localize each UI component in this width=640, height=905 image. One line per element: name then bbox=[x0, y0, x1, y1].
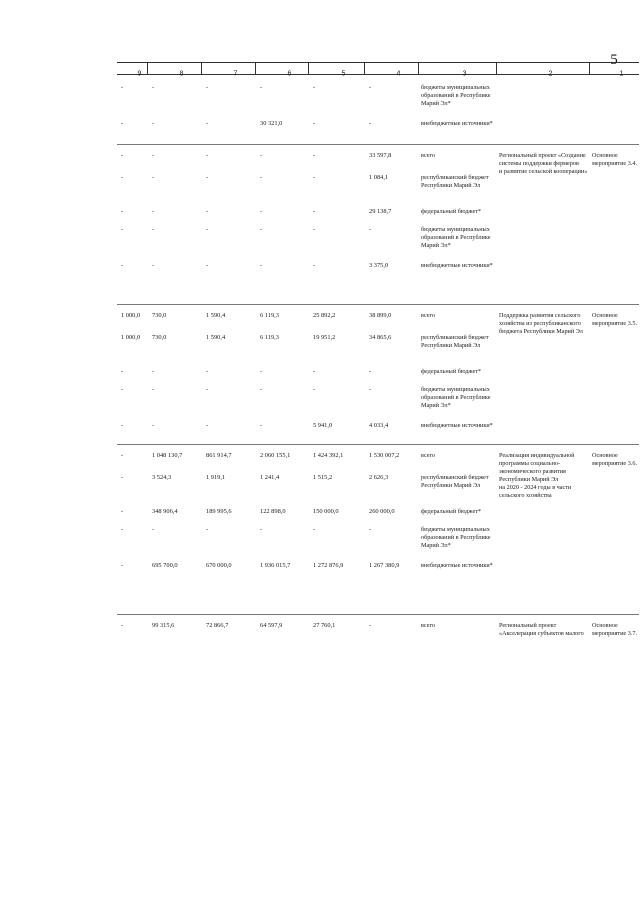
column-number-header: 9 bbox=[137, 70, 142, 78]
amount-cell: 1 000,0 bbox=[121, 312, 141, 319]
amount-cell: - bbox=[369, 622, 372, 629]
activity-title: Реализация индивидуальной программы социально- экономического развития Республики Марий Эл на 2020 - 2024 годы в части сельского хозяйства bbox=[498, 452, 575, 500]
amount-cell: - bbox=[259, 174, 262, 181]
amount-cell: - bbox=[152, 226, 155, 233]
column-number-header: 2 bbox=[548, 70, 553, 78]
amount-cell: 730,0 bbox=[152, 334, 167, 341]
amount-cell: 1 590,4 bbox=[205, 312, 226, 319]
amount-cell: 2 626,3 bbox=[369, 474, 389, 481]
column-separator bbox=[418, 62, 419, 74]
amount-cell: - bbox=[369, 526, 372, 533]
amount-cell: 1 048 130,7 bbox=[152, 452, 183, 459]
row-group-divider bbox=[117, 304, 639, 305]
amount-cell: 27 760,1 bbox=[313, 622, 336, 629]
amount-cell: 1 267 380,9 bbox=[369, 562, 400, 569]
amount-cell: - bbox=[259, 526, 262, 533]
funding-source-label: внебюджетные источники* bbox=[420, 422, 493, 429]
amount-cell: - bbox=[369, 368, 372, 375]
amount-cell: - bbox=[121, 474, 124, 481]
amount-cell: - bbox=[121, 208, 124, 215]
column-number-header: 3 bbox=[462, 70, 467, 78]
amount-cell: - bbox=[205, 226, 209, 233]
amount-cell: - bbox=[205, 526, 209, 533]
amount-cell: - bbox=[121, 386, 124, 393]
funding-source-label: внебюджетные источники* bbox=[420, 120, 493, 127]
amount-cell: 99 315,6 bbox=[152, 622, 175, 629]
amount-cell: - bbox=[121, 262, 124, 269]
amount-cell: - bbox=[369, 226, 372, 233]
activity-code: Основное мероприятие 3.4. bbox=[592, 152, 638, 168]
amount-cell: - bbox=[259, 422, 262, 429]
amount-cell: - bbox=[259, 84, 262, 91]
amount-cell: 1 515,2 bbox=[313, 474, 333, 481]
amount-cell: 72 866,7 bbox=[205, 622, 229, 629]
amount-cell: 19 951,2 bbox=[313, 334, 336, 341]
amount-cell: 33 597,8 bbox=[369, 152, 392, 159]
amount-cell: - bbox=[259, 152, 262, 159]
amount-cell: 6 119,3 bbox=[259, 312, 279, 319]
amount-cell: - bbox=[369, 386, 372, 393]
funding-source-label: бюджеты муниципальных образований в Республике Марий Эл* bbox=[420, 84, 491, 108]
funding-source-label: внебюджетные источники* bbox=[420, 562, 493, 569]
amount-cell: - bbox=[152, 262, 155, 269]
amount-cell: - bbox=[313, 174, 316, 181]
column-number-header: 8 bbox=[179, 70, 184, 78]
amount-cell: - bbox=[121, 226, 124, 233]
amount-cell: 1 936 015,7 bbox=[259, 562, 291, 569]
amount-cell: 1 530 007,2 bbox=[369, 452, 400, 459]
amount-cell: - bbox=[121, 562, 124, 569]
amount-cell: 348 906,4 bbox=[152, 508, 178, 515]
amount-cell: 3 375,0 bbox=[369, 262, 389, 269]
amount-cell: 1 084,1 bbox=[369, 174, 389, 181]
amount-cell: - bbox=[152, 120, 155, 127]
amount-cell: - bbox=[259, 386, 262, 393]
amount-cell: 730,0 bbox=[152, 312, 167, 319]
row-group-divider bbox=[117, 144, 639, 145]
funding-source-label: всего bbox=[420, 152, 435, 159]
amount-cell: 38 899,0 bbox=[369, 312, 392, 319]
budget-table bbox=[117, 62, 639, 852]
amount-cell: - bbox=[205, 368, 209, 375]
amount-cell: 1 272 876,9 bbox=[313, 562, 344, 569]
amount-cell: 1 241,4 bbox=[259, 474, 279, 481]
funding-source-label: федеральный бюджет* bbox=[420, 508, 481, 515]
amount-cell: - bbox=[205, 174, 209, 181]
amount-cell: - bbox=[259, 226, 262, 233]
amount-cell: 2 060 155,1 bbox=[259, 452, 291, 459]
column-separator bbox=[364, 62, 365, 74]
row-group-divider bbox=[117, 614, 639, 615]
amount-cell: 3 524,3 bbox=[152, 474, 172, 481]
amount-cell: 5 941,0 bbox=[313, 422, 333, 429]
amount-cell: - bbox=[313, 208, 316, 215]
funding-source-label: республиканский бюджет Республики Марий Эл bbox=[420, 474, 489, 490]
amount-cell: - bbox=[152, 386, 155, 393]
column-number-header: 4 bbox=[396, 70, 401, 78]
funding-source-label: бюджеты муниципальных образований в Республике Марий Эл* bbox=[420, 226, 491, 250]
amount-cell: - bbox=[205, 386, 209, 393]
amount-cell: 189 995,6 bbox=[205, 508, 232, 515]
amount-cell: 6 119,3 bbox=[259, 334, 279, 341]
amount-cell: - bbox=[313, 120, 316, 127]
amount-cell: 25 892,2 bbox=[313, 312, 336, 319]
funding-source-label: республиканский бюджет Республики Марий Эл bbox=[420, 334, 489, 350]
amount-cell: - bbox=[205, 262, 209, 269]
column-number-header: 5 bbox=[341, 70, 346, 78]
column-number-header: 7 bbox=[233, 70, 238, 78]
funding-source-label: внебюджетные источники* bbox=[420, 262, 493, 269]
funding-source-label: бюджеты муниципальных образований в Республике Марий Эл* bbox=[420, 526, 491, 550]
funding-source-label: всего bbox=[420, 452, 435, 459]
amount-cell: - bbox=[205, 120, 209, 127]
amount-cell: - bbox=[121, 526, 124, 533]
amount-cell: 1 000,0 bbox=[121, 334, 141, 341]
amount-cell: - bbox=[205, 152, 209, 159]
amount-cell: 1 590,4 bbox=[205, 334, 226, 341]
activity-code: Основное мероприятие 3.7. bbox=[592, 622, 638, 638]
amount-cell: - bbox=[152, 174, 155, 181]
amount-cell: - bbox=[152, 422, 155, 429]
amount-cell: - bbox=[313, 386, 316, 393]
amount-cell: 34 865,6 bbox=[369, 334, 392, 341]
amount-cell: - bbox=[152, 208, 155, 215]
table-top-rule bbox=[117, 62, 639, 63]
amount-cell: - bbox=[205, 422, 209, 429]
amount-cell: 695 700,0 bbox=[152, 562, 178, 569]
activity-title: Поддержка развития сельского хозяйства из республиканского бюджета Республики Марий Эл bbox=[498, 312, 583, 336]
amount-cell: 64 597,9 bbox=[259, 622, 283, 629]
funding-source-label: федеральный бюджет* bbox=[420, 208, 481, 215]
amount-cell: 861 914,7 bbox=[205, 452, 232, 459]
funding-source-label: республиканский бюджет Республики Марий Эл bbox=[420, 174, 489, 190]
amount-cell: 29 138,7 bbox=[369, 208, 392, 215]
page-number: 5 bbox=[610, 52, 618, 68]
funding-source-label: всего bbox=[420, 622, 435, 629]
amount-cell: - bbox=[313, 226, 316, 233]
activity-title: Региональный проект «Создание системы поддержки фермеров и развитие сельской кооперации» bbox=[498, 152, 588, 176]
column-separator bbox=[255, 62, 256, 74]
amount-cell: 30 321,0 bbox=[259, 120, 283, 127]
amount-cell: - bbox=[152, 368, 155, 375]
funding-source-label: федеральный бюджет* bbox=[420, 368, 481, 375]
amount-cell: - bbox=[121, 422, 124, 429]
amount-cell: 1 424 392,1 bbox=[313, 452, 344, 459]
amount-cell: - bbox=[313, 262, 316, 269]
amount-cell: - bbox=[369, 120, 372, 127]
amount-cell: - bbox=[313, 526, 316, 533]
amount-cell: - bbox=[205, 208, 209, 215]
amount-cell: - bbox=[152, 84, 155, 91]
rotated-table bbox=[117, 62, 639, 852]
activity-code: Основное мероприятие 3.5. bbox=[592, 312, 638, 328]
amount-cell: 150 000,0 bbox=[313, 508, 340, 515]
column-separator bbox=[309, 62, 310, 74]
amount-cell: - bbox=[313, 152, 316, 159]
amount-cell: - bbox=[121, 452, 124, 459]
funding-source-label: всего bbox=[420, 312, 435, 319]
column-separator bbox=[201, 62, 202, 74]
amount-cell: - bbox=[205, 84, 209, 91]
amount-cell: - bbox=[313, 368, 316, 375]
amount-cell: - bbox=[121, 174, 124, 181]
amount-cell: - bbox=[121, 152, 124, 159]
amount-cell: 4 033,4 bbox=[369, 422, 389, 429]
row-group-divider bbox=[117, 444, 639, 445]
amount-cell: - bbox=[369, 84, 372, 91]
column-separator bbox=[589, 62, 590, 74]
activity-title: Региональный проект «Акселерация субъектов малого bbox=[498, 622, 584, 638]
header-bottom-rule bbox=[117, 74, 639, 75]
column-number-header: 6 bbox=[287, 70, 292, 78]
amount-cell: 260 000,0 bbox=[369, 508, 395, 515]
amount-cell: - bbox=[152, 152, 155, 159]
amount-cell: - bbox=[121, 368, 124, 375]
amount-cell: 1 919,1 bbox=[205, 474, 226, 481]
amount-cell: - bbox=[259, 208, 262, 215]
column-number-header: 1 bbox=[619, 70, 624, 78]
funding-source-label: бюджеты муниципальных образований в Республике Марий Эл* bbox=[420, 386, 491, 410]
amount-cell: - bbox=[121, 508, 124, 515]
amount-cell: - bbox=[259, 262, 262, 269]
amount-cell: - bbox=[259, 368, 262, 375]
column-separator bbox=[496, 62, 497, 74]
amount-cell: - bbox=[152, 526, 155, 533]
amount-cell: - bbox=[313, 84, 316, 91]
activity-code: Основное мероприятие 3.6. bbox=[592, 452, 638, 468]
amount-cell: 670 000,0 bbox=[205, 562, 232, 569]
amount-cell: - bbox=[121, 120, 124, 127]
amount-cell: - bbox=[121, 622, 124, 629]
amount-cell: - bbox=[121, 84, 124, 91]
amount-cell: 122 898,0 bbox=[259, 508, 286, 515]
